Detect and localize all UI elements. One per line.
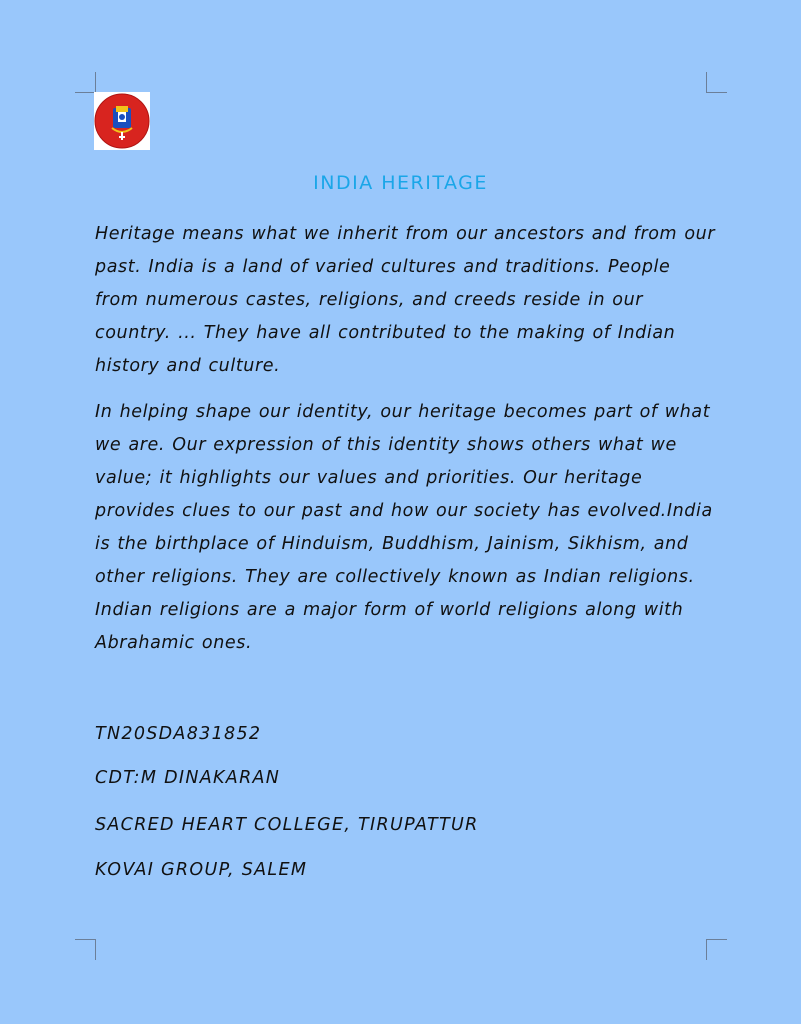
paragraph-heritage-meaning: Heritage means what we inherit from our ancestors and from our past. India is a land of varied cultures and traditions. People from numerous castes, religions, and creeds reside in our country. ... They have all contributed to the making of Indian history and culture. xyxy=(95,224,716,376)
ncc-emblem-icon xyxy=(94,92,150,150)
paragraph-heritage-identity: In helping shape our identity, our heritage becomes part of what we are. Our expression of this identity shows others what we value; it highlights our values and priorities. Our heritage provides clues to our past and how our society has evolved.India is the birthplace of Hinduism, Buddhism, Jainism, Sikhism, and other religions. They are collectively known as Indian religions. Indian religions are a major form of world religions along with Abrahamic ones. xyxy=(95,402,713,653)
registration-number: TN20SDA831852 xyxy=(95,724,262,744)
crop-mark-bottom-right xyxy=(706,939,727,960)
cadet-name: CDT:M DINAKARAN xyxy=(95,768,281,788)
crop-mark-bottom-left xyxy=(75,939,96,960)
college-name: SACRED HEART COLLEGE, TIRUPATTUR xyxy=(95,815,479,835)
crop-mark-top-right xyxy=(706,72,727,93)
crop-mark-top-left xyxy=(75,72,96,93)
group-name: KOVAI GROUP, SALEM xyxy=(95,860,308,880)
document-title: INDIA HERITAGE xyxy=(313,172,488,194)
